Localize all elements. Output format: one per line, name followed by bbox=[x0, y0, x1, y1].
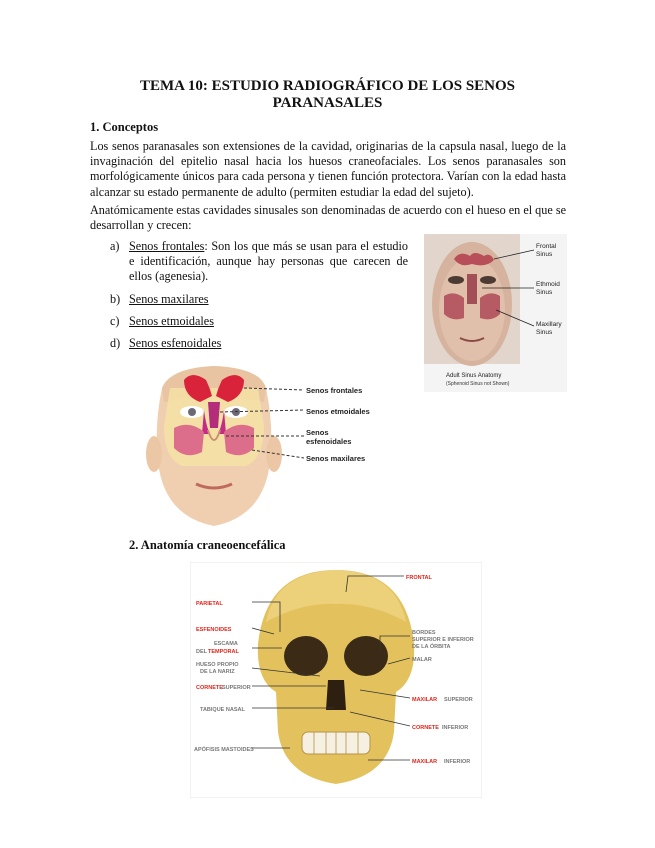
list-marker: a) bbox=[110, 239, 120, 253]
label-malar: MALAR bbox=[412, 657, 432, 663]
label-superior-right: SUPERIOR bbox=[444, 697, 473, 703]
label-escama: ESCAMA bbox=[214, 641, 238, 647]
label-de-la-nariz: DE LA NARIZ bbox=[200, 669, 235, 675]
page-title: TEMA 10: ESTUDIO RADIOGRÁFICO DE LOS SENOS PARANASALES bbox=[139, 78, 516, 111]
label-cornete-inf: CORNETE bbox=[412, 725, 439, 731]
list-term: Senos maxilares bbox=[129, 291, 209, 306]
ethmoid-sinus-shape bbox=[467, 274, 477, 304]
list-term: Senos esfenoidales bbox=[129, 336, 222, 351]
label-de-la-orbita: DE LA ÓRBITA bbox=[412, 644, 451, 650]
label-maxilar-inf: MAXILAR bbox=[412, 759, 438, 765]
list-marker: d) bbox=[110, 336, 121, 351]
figure-caption-note: (Sphenoid Sinus not Shown) bbox=[446, 381, 510, 387]
senos-etmoidales-shape bbox=[208, 402, 220, 428]
label-tabique-nasal: TABIQUE NASAL bbox=[200, 707, 245, 713]
skull-anatomy-figure bbox=[190, 562, 482, 798]
label-cornete: CORNETE bbox=[196, 685, 223, 691]
senos-maxilares-shape bbox=[174, 425, 204, 455]
label-ethmoid-sinus: Sinus bbox=[536, 289, 553, 296]
list-item bbox=[110, 239, 408, 285]
section-heading-anatomia: 2. Anatomía craneoencefálica bbox=[129, 538, 286, 552]
label-frontal: Frontal bbox=[536, 243, 557, 250]
label-parietal: PARIETAL bbox=[196, 601, 223, 607]
label-maxillary-sinus: Sinus bbox=[536, 329, 553, 336]
label-superior-e-inferior: SUPERIOR E INFERIOR bbox=[412, 637, 474, 643]
list-desc: : Son los que más se usan para el estudio e identificación, aunque hay personas que carecen de ellos (agenesia). bbox=[129, 239, 408, 284]
label-bordes: BORDES bbox=[412, 630, 436, 636]
label-del: DEL bbox=[196, 649, 207, 655]
label-senos: Senos bbox=[306, 428, 329, 437]
label-inferior-right-2: INFERIOR bbox=[444, 759, 471, 765]
adult-sinus-anatomy-figure bbox=[424, 234, 567, 392]
label-frontal: FRONTAL bbox=[406, 575, 432, 581]
list-item bbox=[110, 336, 408, 351]
list-item bbox=[110, 314, 408, 329]
maxillary-sinus-shape-right bbox=[480, 293, 500, 319]
list-term: Senos etmoidales bbox=[129, 313, 214, 328]
label-hueso-propio: HUESO PROPIO bbox=[196, 662, 239, 668]
senos-paranasales-figure bbox=[114, 366, 384, 530]
sinus-list bbox=[110, 239, 408, 358]
list-marker: c) bbox=[110, 313, 120, 328]
figure-caption: Adult Sinus Anatomy bbox=[446, 373, 502, 379]
label-frontal-sinus: Sinus bbox=[536, 251, 553, 258]
label-apofisis-mastoides: APÓFISIS MASTOIDES bbox=[194, 747, 254, 753]
list-item bbox=[110, 292, 408, 307]
list-marker: b) bbox=[110, 291, 121, 306]
label-esfenoides: ESFENOIDES bbox=[196, 627, 232, 633]
label-senos-frontales: Senos frontales bbox=[306, 386, 363, 395]
paragraph-anatomy: Anatómicamente estas cavidades sinusales son denominadas de acuerdo con el hueso en el que se desarrollan y crecen: bbox=[90, 203, 566, 233]
frontal-sinus-shape bbox=[454, 253, 494, 265]
label-ethmoid: Ethmoid bbox=[536, 281, 560, 288]
maxillary-sinus-shape-left bbox=[444, 293, 464, 319]
label-temporal: TEMPORAL bbox=[208, 649, 239, 655]
label-esfenoidales: esfenoidales bbox=[306, 437, 352, 446]
section-heading-conceptos: 1. Conceptos bbox=[90, 120, 159, 134]
label-maxillary: Maxillary bbox=[536, 321, 562, 328]
label-inferior-right: INFERIOR bbox=[442, 725, 469, 731]
list-term: Senos frontales bbox=[129, 239, 205, 253]
paragraph-intro: Los senos paranasales son extensiones de la cavidad, originarias de la capsula nasal, luego de la invaginación del epitelio nasal hacia los huesos craneofaciales. Los senos paranasales son morfológicamente únicos para cada persona y tienen función protectora. Varían con la edad hasta alcanzar su estado permanente de adulto (permiten estudiar la edad del sujeto). bbox=[90, 139, 566, 199]
label-senos-maxilares: Senos maxilares bbox=[306, 454, 366, 463]
label-maxilar-sup: MAXILAR bbox=[412, 697, 438, 703]
label-senos-etmoidales: Senos etmoidales bbox=[306, 407, 370, 416]
label-superior: SUPERIOR bbox=[222, 685, 251, 691]
